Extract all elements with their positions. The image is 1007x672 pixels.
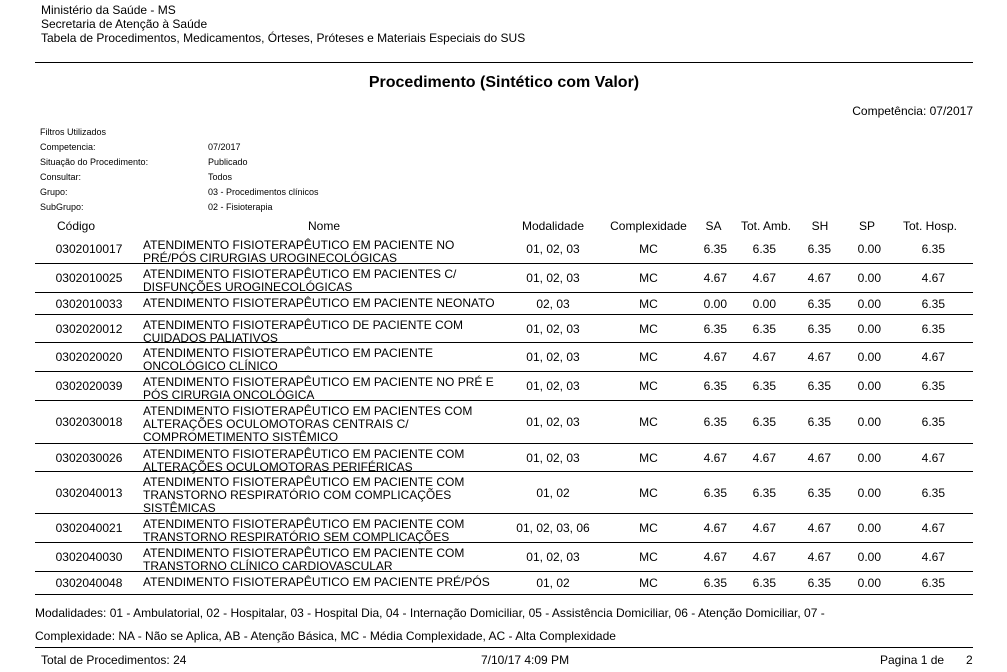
cell-tot-amb: 0.00 xyxy=(752,296,776,311)
cell-codigo: 0302030026 xyxy=(55,450,123,465)
col-tot-hosp: Tot. Hosp. xyxy=(902,219,958,233)
cell-tot-hosp: 4.67 xyxy=(921,271,945,285)
cell-sh: 4.67 xyxy=(807,550,831,564)
cell-codigo: 0302020020 xyxy=(55,350,123,364)
cell-modalidade: 01, 02, 03 xyxy=(526,379,580,393)
cell-codigo: 0302040021 xyxy=(55,521,123,535)
cell-nome: ATENDIMENTO FISIOTERAPÊUTICO EM PACIENTE NO PRÉ/PÓS CIRURGIAS UROGINECOLÓGICAS xyxy=(143,238,455,265)
cell-codigo: 0302040048 xyxy=(55,576,123,590)
table-row xyxy=(35,543,973,572)
cell-codigo: 0302040030 xyxy=(55,550,123,564)
cell-complexidade: MC xyxy=(639,321,658,336)
cell-tot-hosp: 6.35 xyxy=(921,576,945,590)
cell-sa: 4.67 xyxy=(703,450,727,465)
cell-tot-hosp: 4.67 xyxy=(921,521,945,535)
filter-label: Consultar: xyxy=(40,172,82,182)
cell-complexidade: MC xyxy=(639,350,658,364)
cell-tot-hosp: 6.35 xyxy=(921,321,945,336)
cell-sh: 4.67 xyxy=(807,521,831,535)
cell-nome: ATENDIMENTO FISIOTERAPÊUTICO EM PACIENTE NEONATO xyxy=(143,296,495,310)
cell-nome: ATENDIMENTO FISIOTERAPÊUTICO EM PACIENTE NO PRÉ E PÓS CIRURGIA ONCOLÓGICA xyxy=(143,375,494,402)
competencia-label: Competência: 07/2017 xyxy=(852,104,973,118)
modalidades-legend: Modalidades: 01 - Ambulatorial, 02 - Hospitalar, 03 - Hospital Dia, 04 - Internação Domiciliar, 05 - Assistência Domiciliar, 06 - Atenção Domiciliar, 07 - xyxy=(35,606,825,620)
filter-label: Competencia: xyxy=(40,142,96,152)
cell-sa: 6.35 xyxy=(703,415,727,429)
cell-complexidade: MC xyxy=(639,296,658,311)
cell-tot-amb: 6.35 xyxy=(752,321,776,336)
cell-complexidade: MC xyxy=(639,379,658,393)
cell-sp: 0.00 xyxy=(857,550,881,564)
table-row xyxy=(35,343,973,372)
cell-tot-amb: 6.35 xyxy=(752,379,776,393)
filter-grupo xyxy=(40,185,319,200)
cell-complexidade: MC xyxy=(639,242,658,256)
table-body xyxy=(35,235,973,595)
cell-tot-amb: 4.67 xyxy=(752,550,776,564)
cell-modalidade: 01, 02, 03 xyxy=(526,321,580,336)
cell-sh: 4.67 xyxy=(807,271,831,285)
filter-value: 07/2017 xyxy=(208,142,241,152)
filter-competencia xyxy=(40,140,319,155)
cell-complexidade: MC xyxy=(639,485,658,500)
cell-sp: 0.00 xyxy=(857,271,881,285)
filters-heading xyxy=(40,125,319,140)
cell-sp: 0.00 xyxy=(857,350,881,364)
col-codigo: Código xyxy=(57,219,96,233)
table-row xyxy=(35,293,973,315)
cell-modalidade: 01, 02, 03, 06 xyxy=(516,521,590,535)
cell-sh: 6.35 xyxy=(807,242,831,256)
cell-sa: 6.35 xyxy=(703,321,727,336)
cell-nome: ATENDIMENTO FISIOTERAPÊUTICO DE PACIENTE COM CUIDADOS PALIATIVOS xyxy=(143,318,464,345)
cell-nome: ATENDIMENTO FISIOTERAPÊUTICO EM PACIENTE COM TRANSTORNO RESPIRATÓRIO SEM COMPLICAÇÕES xyxy=(143,517,465,544)
cell-sa: 6.35 xyxy=(703,485,727,500)
cell-sp: 0.00 xyxy=(857,485,881,500)
cell-codigo: 0302040013 xyxy=(55,485,123,500)
page-label: Pagina 1 de xyxy=(880,653,945,667)
cell-tot-amb: 6.35 xyxy=(752,415,776,429)
col-tot-amb: Tot. Amb. xyxy=(740,219,792,233)
cell-sh: 6.35 xyxy=(807,296,831,311)
cell-modalidade: 01, 02, 03 xyxy=(526,550,580,564)
filter-situacao xyxy=(40,155,319,170)
cell-sp: 0.00 xyxy=(857,296,881,311)
cell-sa: 0.00 xyxy=(703,296,727,311)
cell-codigo: 0302010025 xyxy=(55,271,123,285)
header-ministry: Ministério da Saúde - MS xyxy=(41,3,176,17)
cell-sa: 4.67 xyxy=(703,521,727,535)
cell-tot-hosp: 4.67 xyxy=(921,450,945,465)
cell-tot-amb: 6.35 xyxy=(752,576,776,590)
cell-sa: 6.35 xyxy=(703,576,727,590)
cell-tot-hosp: 6.35 xyxy=(921,379,945,393)
cell-sh: 6.35 xyxy=(807,485,831,500)
table-header xyxy=(35,218,973,234)
cell-tot-hosp: 6.35 xyxy=(921,296,945,311)
cell-sp: 0.00 xyxy=(857,242,881,256)
cell-modalidade: 01, 02, 03 xyxy=(526,242,580,256)
cell-tot-hosp: 6.35 xyxy=(921,415,945,429)
cell-sh: 6.35 xyxy=(807,576,831,590)
cell-tot-hosp: 4.67 xyxy=(921,550,945,564)
report-title: Procedimento (Sintético com Valor) xyxy=(368,74,640,91)
filter-consultar xyxy=(40,170,319,185)
cell-sh: 4.67 xyxy=(807,350,831,364)
cell-sp: 0.00 xyxy=(857,521,881,535)
cell-tot-amb: 4.67 xyxy=(752,450,776,465)
table-row xyxy=(35,514,973,543)
cell-tot-amb: 6.35 xyxy=(752,485,776,500)
cell-nome: ATENDIMENTO FISIOTERAPÊUTICO EM PACIENTES C/ DISFUNÇÕES UROGINECOLÓGICAS xyxy=(143,267,457,294)
filters-block xyxy=(40,125,319,215)
table-row xyxy=(35,264,973,293)
cell-tot-hosp: 6.35 xyxy=(921,485,945,500)
cell-modalidade: 01, 02, 03 xyxy=(526,415,580,429)
cell-tot-amb: 4.67 xyxy=(752,521,776,535)
total-procedimentos: Total de Procedimentos: 24 xyxy=(41,653,187,667)
filters-heading-text: Filtros Utilizados xyxy=(40,127,107,137)
cell-sa: 4.67 xyxy=(703,271,727,285)
header-table-name: Tabela de Procedimentos, Medicamentos, Órteses, Próteses e Materiais Especiais do SUS xyxy=(41,31,526,45)
cell-modalidade: 01, 02, 03 xyxy=(526,350,580,364)
filter-value: Todos xyxy=(208,172,233,182)
filter-value: 03 - Procedimentos clínicos xyxy=(208,187,319,197)
cell-tot-amb: 6.35 xyxy=(752,242,776,256)
cell-sa: 6.35 xyxy=(703,379,727,393)
header-secretariat: Secretaria de Atenção à Saúde xyxy=(41,17,208,31)
cell-modalidade: 01, 02 xyxy=(536,485,570,500)
cell-sa: 4.67 xyxy=(703,350,727,364)
cell-codigo: 0302010033 xyxy=(55,296,123,311)
cell-sh: 4.67 xyxy=(807,450,831,465)
cell-nome: ATENDIMENTO FISIOTERAPÊUTICO EM PACIENTE PRÉ/PÓS xyxy=(143,575,490,589)
cell-complexidade: MC xyxy=(639,415,658,429)
report-datetime: 7/10/17 4:09 PM xyxy=(481,653,570,667)
cell-codigo: 0302030018 xyxy=(55,415,123,429)
cell-sp: 0.00 xyxy=(857,321,881,336)
table-row xyxy=(35,444,973,472)
col-modalidade: Modalidade xyxy=(521,219,585,233)
cell-sa: 6.35 xyxy=(703,242,727,256)
cell-complexidade: MC xyxy=(639,521,658,535)
cell-codigo: 0302010017 xyxy=(55,242,123,256)
table-row xyxy=(35,472,973,514)
cell-sp: 0.00 xyxy=(857,379,881,393)
table-row xyxy=(35,315,973,343)
cell-modalidade: 01, 02, 03 xyxy=(526,271,580,285)
table-row xyxy=(35,235,973,264)
col-sp: SP xyxy=(858,219,875,233)
col-sh: SH xyxy=(811,219,829,233)
cell-nome: ATENDIMENTO FISIOTERAPÊUTICO EM PACIENTE ONCOLÓGICO CLÍNICO xyxy=(143,346,434,373)
header-divider xyxy=(35,62,973,63)
table-row xyxy=(35,372,973,401)
cell-sh: 6.35 xyxy=(807,379,831,393)
filter-label: Situação do Procedimento: xyxy=(40,157,149,167)
cell-nome: ATENDIMENTO FISIOTERAPÊUTICO EM PACIENTE COM TRANSTORNO CLÍNICO CARDIOVASCULAR xyxy=(143,546,465,573)
cell-nome: ATENDIMENTO FISIOTERAPÊUTICO EM PACIENTE COM TRANSTORNO RESPIRATÓRIO COM COMPLICAÇÕES SISTÊMICAS xyxy=(143,475,465,515)
cell-tot-amb: 4.67 xyxy=(752,350,776,364)
cell-nome: ATENDIMENTO FISIOTERAPÊUTICO EM PACIENTE COM ALTERAÇÕES OCULOMOTORAS PERIFÉRICAS xyxy=(143,447,465,474)
cell-modalidade: 02, 03 xyxy=(536,296,570,311)
cell-sp: 0.00 xyxy=(857,415,881,429)
cell-complexidade: MC xyxy=(639,450,658,465)
footer-divider xyxy=(35,647,973,648)
cell-modalidade: 01, 02 xyxy=(536,576,570,590)
col-sa: SA xyxy=(705,219,722,233)
cell-modalidade: 01, 02, 03 xyxy=(526,450,580,465)
filter-value: 02 - Fisioterapia xyxy=(208,202,273,212)
table-row xyxy=(35,401,973,444)
filter-label: SubGrupo: xyxy=(40,202,84,212)
cell-sh: 6.35 xyxy=(807,321,831,336)
cell-nome: ATENDIMENTO FISIOTERAPÊUTICO EM PACIENTES COM ALTERAÇÕES OCULOMOTORAS CENTRAIS C/ COMPROMETIMENTO SISTÊMICO xyxy=(143,404,473,444)
cell-sh: 6.35 xyxy=(807,415,831,429)
complexidade-legend: Complexidade: NA - Não se Aplica, AB - Atenção Básica, MC - Média Complexidade, AC - Alta Complexidade xyxy=(35,629,616,643)
cell-complexidade: MC xyxy=(639,576,658,590)
cell-complexidade: MC xyxy=(639,550,658,564)
table-row xyxy=(35,572,973,595)
filter-label: Grupo: xyxy=(40,187,68,197)
cell-tot-hosp: 6.35 xyxy=(921,242,945,256)
cell-sp: 0.00 xyxy=(857,450,881,465)
cell-codigo: 0302020012 xyxy=(55,321,123,336)
cell-codigo: 0302020039 xyxy=(55,379,123,393)
col-complexidade: Complexidade xyxy=(610,219,687,233)
page-total: 2 xyxy=(966,653,973,667)
filter-value: Publicado xyxy=(208,157,248,167)
filter-subgrupo xyxy=(40,200,319,215)
cell-tot-hosp: 4.67 xyxy=(921,350,945,364)
col-nome: Nome xyxy=(307,219,340,233)
cell-sp: 0.00 xyxy=(857,576,881,590)
cell-tot-amb: 4.67 xyxy=(752,271,776,285)
cell-complexidade: MC xyxy=(639,271,658,285)
cell-sa: 4.67 xyxy=(703,550,727,564)
